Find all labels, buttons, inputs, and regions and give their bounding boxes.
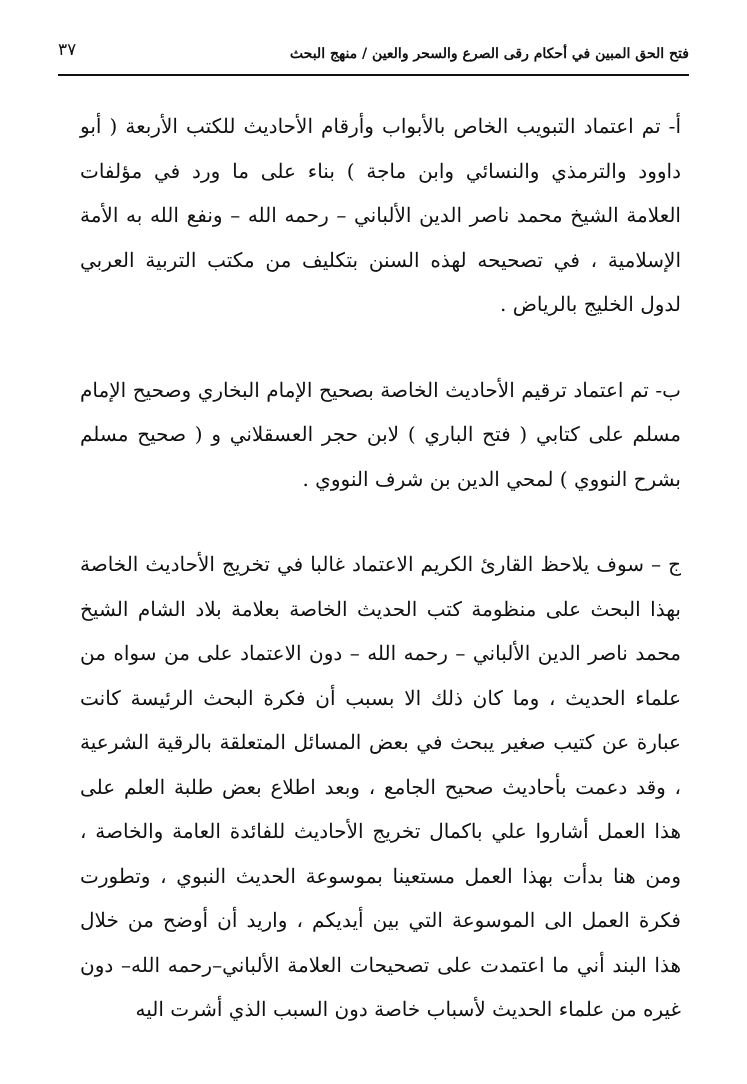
page-number: ٣٧ bbox=[58, 40, 77, 60]
header-divider bbox=[58, 74, 689, 76]
running-header-title: فتح الحق المبين في أحكام رقى الصرع والسحر والعين / منهج البحث bbox=[289, 46, 689, 62]
paragraph-alif: أ- تم اعتماد التبويب الخاص بالأبواب وأرقام الأحاديث للكتب الأربعة ( أبو داوود والترمذي والنسائي وابن ماجة ) بناء على ما ورد في مؤلفات العلامة الشيخ محمد ناصر الدين الألباني – رحمه الله – ونفع الله به الأمة الإسلامية ، في تصحيحه لهذه السنن بتكليف من مكتب التربية العربي لدول الخليج بالرياض . bbox=[80, 114, 682, 316]
paragraph-jim: ج – سوف يلاحظ القارئ الكريم الاعتماد غالبا في تخريج الأحاديث الخاصة بهذا البحث على منظومة كتب الحديث الخاصة بعلامة بلاد الشام الشيخ محمد ناصر الدين الألباني – رحمه الله – دون الاعتماد على من سواه من علماء الحديث ، وما كان ذلك الا بسبب أن فكرة البحث الرئيسة كانت عبارة عن كتيب صغير يبحث في بعض المسائل المتعلقة بالرقية الشرعية ، وقد دعمت بأحاديث صحيح الجامع ، وبعد اطلاع بعض طلبة العلم على هذا العمل أشاروا علي باكمال تخريج الأحاديث للفائدة العامة والخاصة ، ومن هنا بدأت بهذا العمل مستعينا بموسوعة الحديث النبوي ، وتطورت فكرة العمل الى الموسوعة التي بين أيديكم ، واريد أن أوضح من خلال هذا البند أني ما اعتمدت على تصحيحات العلامة الألباني–رحمه الله– دون غيره من علماء الحديث لأسباب خاصة دون السبب الذي أشرت اليه bbox=[80, 552, 682, 1021]
page-body bbox=[80, 104, 681, 1032]
paragraph-ba: ب- تم اعتماد ترقيم الأحاديث الخاصة بصحيح الإمام البخاري وصحيح الإمام مسلم على كتابي ( فتح الباري ) لابن حجر العسقلاني و ( صحيح مسلم بشرح النووي ) لمحي الدين بن شرف النووي . bbox=[80, 377, 681, 491]
